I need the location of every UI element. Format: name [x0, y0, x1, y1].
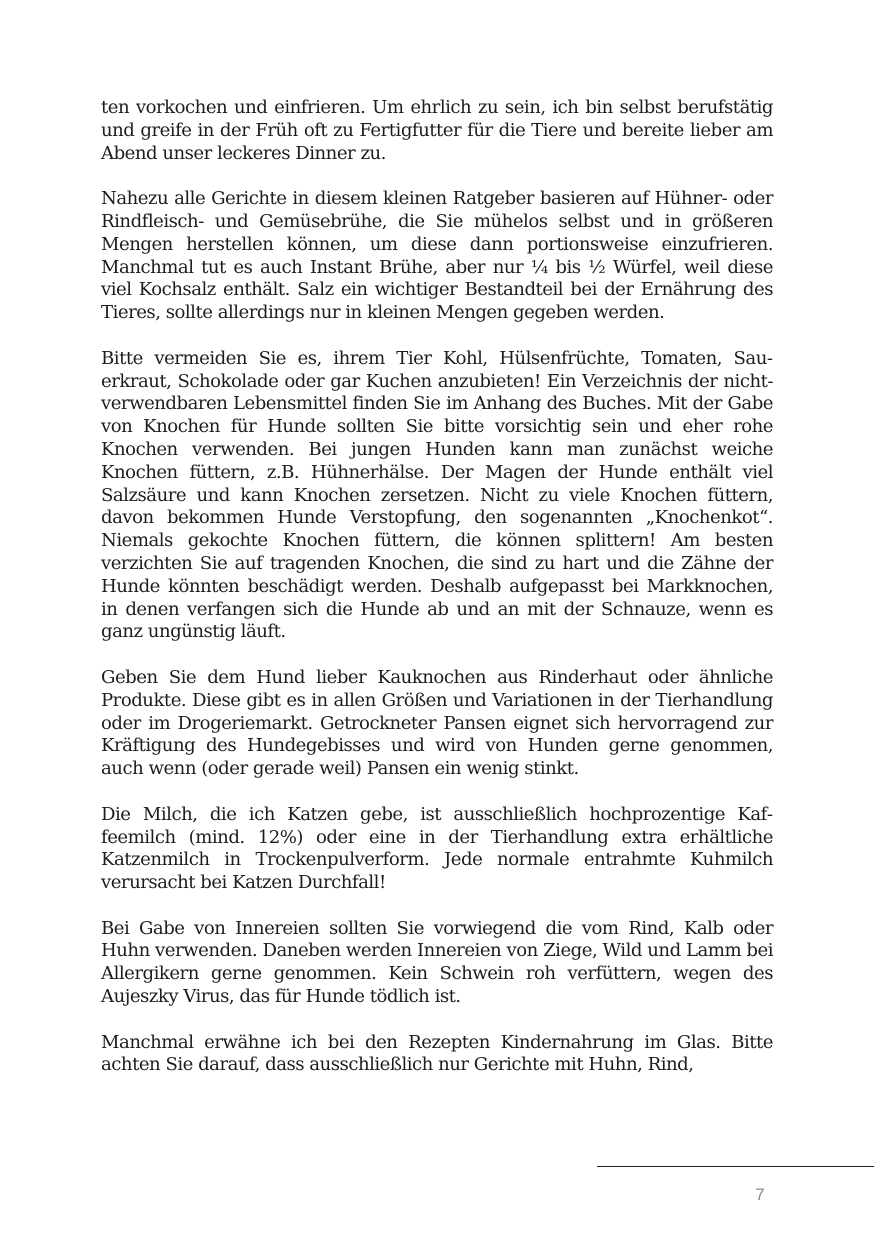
paragraph-4: Geben Sie dem Hund lieber Kauknochen aus Rinderhaut oder ähnliche Produkte. Diese gibt es in allen Größen und Variationen in der Tierhandlung oder im Drogeriemarkt. Getrockneter Pansen eignet sich hervorragend zur Kräftigung des Hundegebisses und wird von Hunden gerne genommen, auch wenn (oder gerade weil) Pansen ein wenig stinkt. — [101, 666, 773, 780]
paragraph-5: Die Milch, die ich Katzen gebe, ist ausschließlich hochprozentige Kaffeemilch (mind. 12%) oder eine in der Tierhandlung extra erhältliche Katzenmilch in Trockenpulverform. Jede normale entrahmte Kuhmilch verursacht bei Katzen Durchfall! — [101, 803, 773, 894]
footer-divider — [597, 1166, 874, 1167]
body-text — [101, 97, 773, 1077]
page-number: 7 — [755, 1185, 765, 1204]
paragraph-6: Bei Gabe von Innereien sollten Sie vorwiegend die vom Rind, Kalb oder Huhn verwenden. Daneben werden Innereien von Ziege, Wild und Lamm bei Allergikern gerne genommen. Kein Schwein roh verfüttern, wegen des Aujeszky Virus, das für Hunde tödlich ist. — [101, 917, 773, 1008]
paragraph-7: Manchmal erwähne ich bei den Rezepten Kindernahrung im Glas. Bitte achten Sie darauf, dass ausschließlich nur Gerichte mit Huhn, Rind, — [101, 1031, 773, 1076]
paragraph-2: Nahezu alle Gerichte in diesem kleinen Ratgeber basieren auf Hühner- oder Rindfleisch- und Gemüsebrühe, die Sie mühelos selbst und in größeren Mengen herstellen können, um diese dann portionsweise einzufrieren. Manchmal tut es auch Instant Brühe, aber nur ¼ bis ½ Würfel, weil diese viel Kochsalz enthält. Salz ein wichtiger Bestandteil bei der Ernährung des Tieres, sollte allerdings nur in kleinen Mengen gegeben werden. — [101, 188, 773, 324]
paragraph-1: ten vorkochen und einfrieren. Um ehrlich zu sein, ich bin selbst berufstätig und greife in der Früh oft zu Fertigfutter für die Tiere und bereite lieber am Abend unser leckeres Dinner zu. — [101, 97, 773, 164]
paragraph-3: Bitte vermeiden Sie es, ihrem Tier Kohl, Hülsenfrüchte, Tomaten, Sauerkraut, Schokolade oder gar Kuchen anzubieten! Ein Verzeichnis der nicht-verwendbaren Lebensmittel finden Sie im Anhang des Buches. Mit der Gabe von Knochen für Hunde sollten Sie bitte vorsichtig sein und eher rohe Knochen verwenden. Bei jungen Hunden kann man zunächst weiche Knochen füttern, z.B. Hühnerhälse. Der Magen der Hunde enthält viel Salzsäure und kann Knochen zersetzen. Nicht zu viele Knochen füttern, davon bekommen Hunde Verstopfung, den sogenannten „Knochenkot“. Niemals gekochte Knochen füttern, die können splittern! Am besten verzichten Sie auf tragenden Knochen, die sind zu hart und die Zähne der Hunde könnten beschädigt werden. Deshalb aufgepasst bei Markknochen, in denen verfangen sich die Hunde ab und an mit der Schnauze, wenn es ganz ungünstig läuft. — [101, 347, 773, 643]
